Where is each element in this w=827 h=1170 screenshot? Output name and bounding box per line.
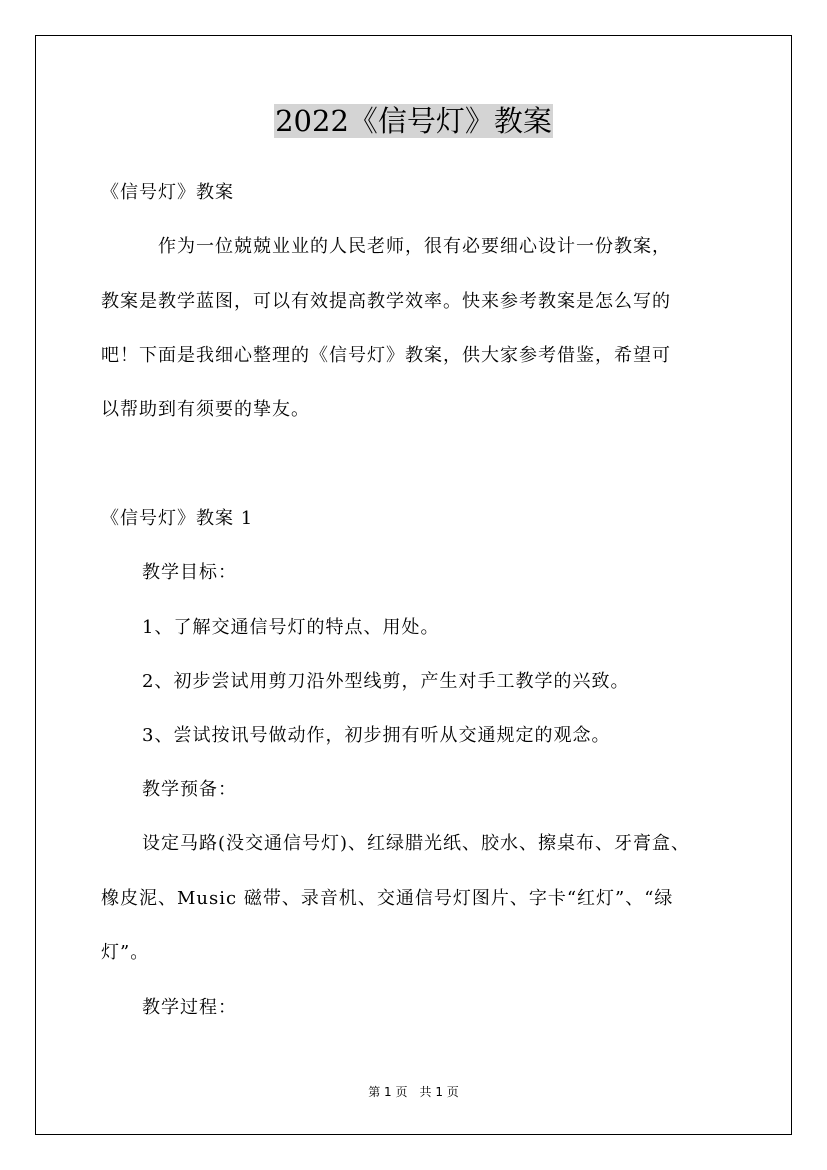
goal-item: 2、初步尝试用剪刀沿外型线剪，产生对手工教学的兴致。 xyxy=(142,671,630,692)
prep-label: 教学预备： xyxy=(142,779,237,800)
goal-item: 3、尝试按讯号做动作，初步拥有听从交通规定的观念。 xyxy=(142,725,611,746)
section-heading: 《信号灯》教案 1 xyxy=(101,508,254,529)
prep-line: 设定马路(没交通信号灯)、红绿腊光纸、胶水、擦桌布、牙膏盒、 xyxy=(142,833,691,854)
page-footer: 第 1 页 共 1 页 xyxy=(368,1085,459,1099)
document-subtitle: 《信号灯》教案 xyxy=(101,182,234,203)
prep-line: 灯”。 xyxy=(101,942,150,963)
intro-line: 作为一位兢兢业业的人民老师，很有必要细心设计一份教案， xyxy=(101,236,671,257)
intro-line: 以帮助到有须要的挚友。 xyxy=(101,399,310,420)
intro-line: 教案是教学蓝图，可以有效提高教学效率。快来参考教案是怎么写的 xyxy=(101,291,671,312)
document-title xyxy=(0,101,827,141)
goals-label: 教学目标： xyxy=(142,562,237,583)
document-title-text: 2022《信号灯》教案 xyxy=(275,104,552,138)
intro-line: 吧！下面是我细心整理的《信号灯》教案，供大家参考借鉴，希望可 xyxy=(101,345,671,366)
prep-line: 橡皮泥、Music 磁带、录音机、交通信号灯图片、字卡“红灯”、“绿 xyxy=(101,888,674,909)
process-label: 教学过程： xyxy=(142,997,237,1018)
goal-item: 1、了解交通信号灯的特点、用处。 xyxy=(142,617,440,638)
